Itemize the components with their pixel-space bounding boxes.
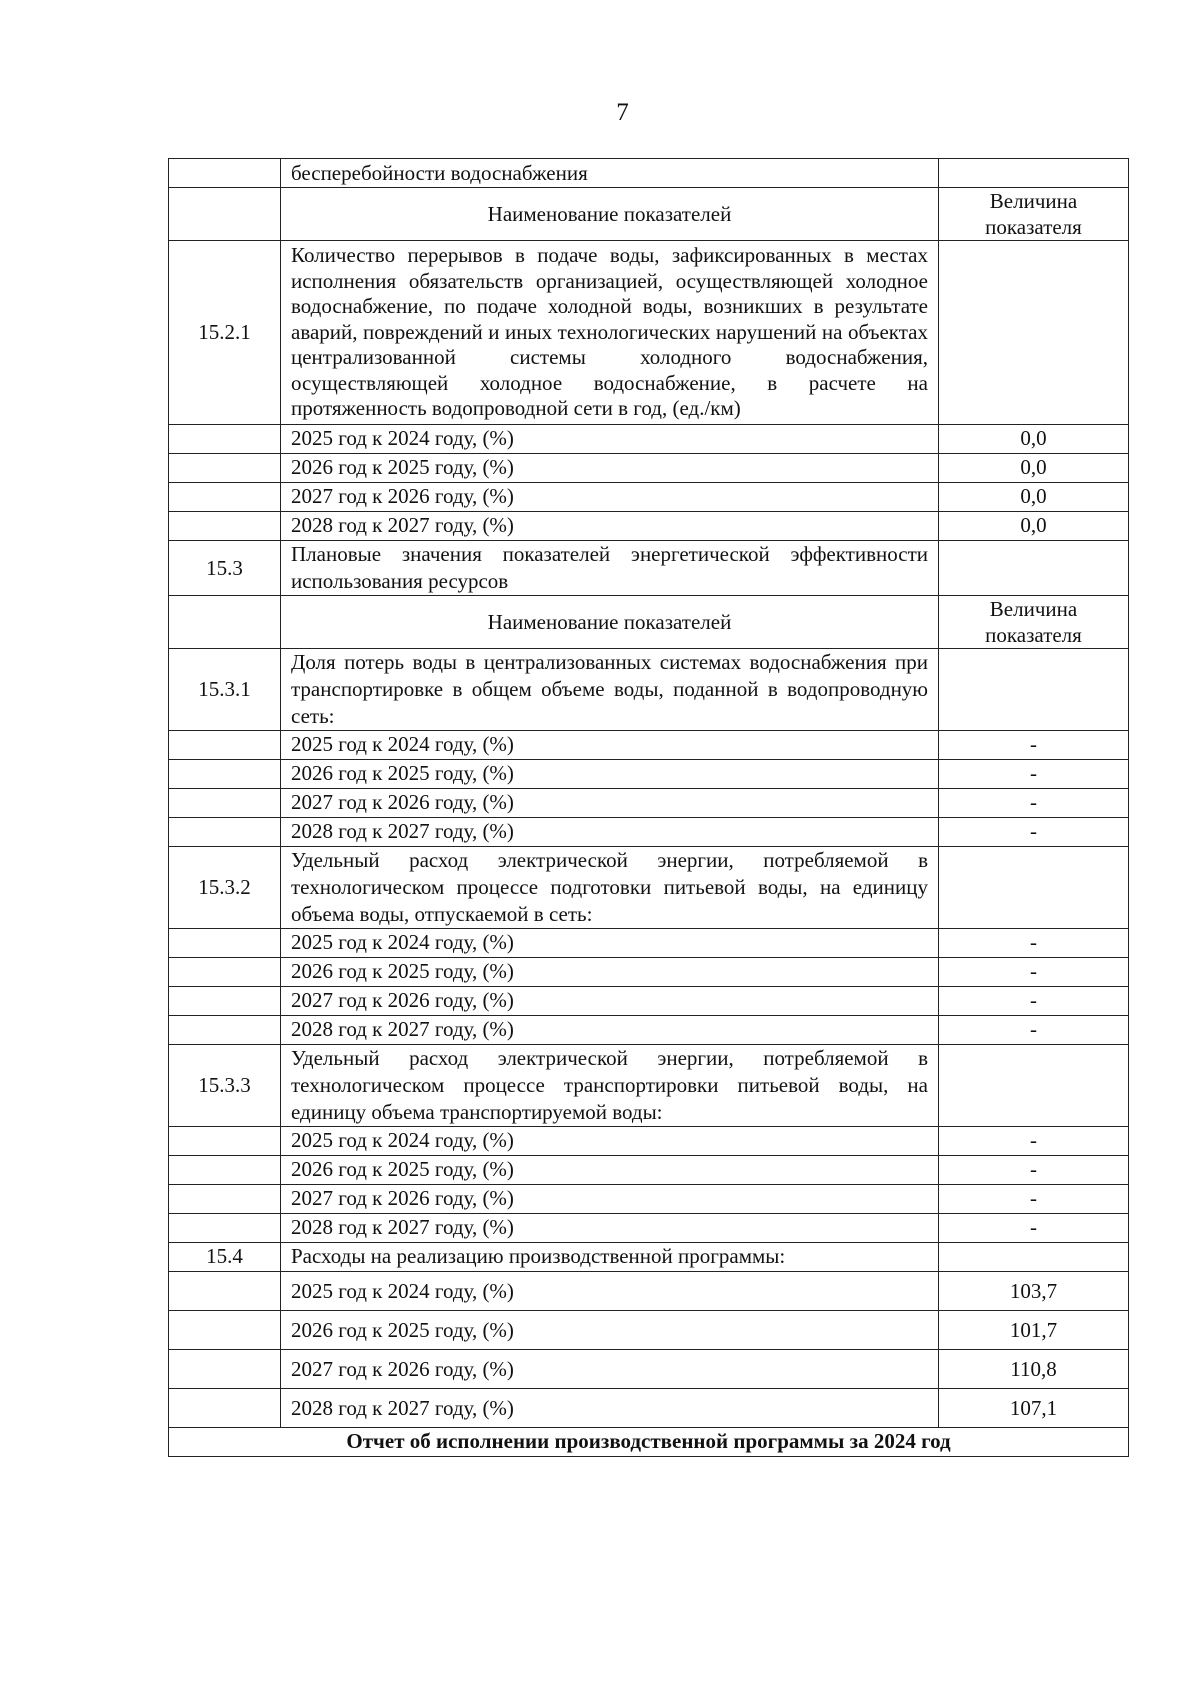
table-row: [169, 159, 1129, 188]
indicator-description: Расходы на реализацию производственной программы:: [281, 1242, 939, 1271]
header-value: Величина показателя: [939, 188, 1129, 241]
indicator-value: 0,0: [939, 453, 1129, 482]
continuation-text: бесперебойности водоснабжения: [281, 159, 939, 188]
indicator-value: -: [939, 1184, 1129, 1213]
year-label: 2026 год к 2025 году, (%): [281, 1155, 939, 1184]
indicator-value: 101,7: [939, 1310, 1129, 1349]
indicator-value: 0,0: [939, 482, 1129, 511]
year-label: 2028 год к 2027 году, (%): [281, 511, 939, 540]
indicator-value: -: [939, 1126, 1129, 1155]
value-cell: [939, 1044, 1129, 1126]
table-row: [169, 453, 1129, 482]
value-cell: [939, 648, 1129, 730]
table-row: [169, 759, 1129, 788]
value-cell: [939, 540, 1129, 595]
indicator-value: -: [939, 986, 1129, 1015]
header-name: Наименование показателей: [281, 595, 939, 648]
row-number-cell: [169, 188, 281, 241]
row-number: 15.2.1: [169, 241, 281, 425]
indicator-value: 0,0: [939, 511, 1129, 540]
indicator-value: -: [939, 1213, 1129, 1242]
table-footer-row: [169, 1427, 1129, 1456]
indicator-description: Удельный расход электрической энергии, потребляемой в технологическом процессе транспортировки питьевой воды, на единицу объема транспортируемой воды:: [281, 1044, 939, 1126]
year-label: 2027 год к 2026 году, (%): [281, 1184, 939, 1213]
year-label: 2028 год к 2027 году, (%): [281, 1015, 939, 1044]
table-row: [169, 788, 1129, 817]
table-row: [169, 1184, 1129, 1213]
table-row: [169, 1044, 1129, 1126]
table-row: [169, 241, 1129, 425]
table-row: [169, 1388, 1129, 1427]
table-row: [169, 1213, 1129, 1242]
table-row: [169, 1126, 1129, 1155]
indicator-value: -: [939, 957, 1129, 986]
indicator-value: -: [939, 928, 1129, 957]
table-row: [169, 986, 1129, 1015]
year-label: 2025 год к 2024 году, (%): [281, 1271, 939, 1310]
table-row: [169, 1015, 1129, 1044]
table-row: [169, 957, 1129, 986]
table-row: [169, 846, 1129, 928]
report-section-title: Отчет об исполнении производственной программы за 2024 год: [169, 1427, 1129, 1456]
row-number: 15.3: [169, 540, 281, 595]
year-label: 2027 год к 2026 году, (%): [281, 482, 939, 511]
table-row: [169, 928, 1129, 957]
row-number: 15.3.2: [169, 846, 281, 928]
indicator-value: -: [939, 730, 1129, 759]
year-label: 2028 год к 2027 году, (%): [281, 1388, 939, 1427]
indicator-value: 0,0: [939, 424, 1129, 453]
row-number-cell: [169, 159, 281, 188]
indicator-value: -: [939, 817, 1129, 846]
year-label: 2027 год к 2026 году, (%): [281, 986, 939, 1015]
value-cell: [939, 159, 1129, 188]
indicator-description: Плановые значения показателей энергетической эффективности использования ресурсов: [281, 540, 939, 595]
year-label: 2025 год к 2024 году, (%): [281, 1126, 939, 1155]
year-label: 2025 год к 2024 году, (%): [281, 928, 939, 957]
indicator-value: -: [939, 1015, 1129, 1044]
table-row: [169, 482, 1129, 511]
year-label: 2027 год к 2026 году, (%): [281, 1349, 939, 1388]
table-row: [169, 540, 1129, 595]
header-value: Величина показателя: [939, 595, 1129, 648]
year-label: 2025 год к 2024 году, (%): [281, 730, 939, 759]
value-cell: [939, 846, 1129, 928]
year-label: 2026 год к 2025 году, (%): [281, 957, 939, 986]
indicator-description: Доля потерь воды в централизованных системах водоснабжения при транспортировке в общем объеме воды, поданной в водопроводную сеть:: [281, 648, 939, 730]
indicator-value: -: [939, 759, 1129, 788]
year-label: 2026 год к 2025 году, (%): [281, 1310, 939, 1349]
year-label: 2028 год к 2027 году, (%): [281, 817, 939, 846]
year-label: 2027 год к 2026 году, (%): [281, 788, 939, 817]
indicator-value: 107,1: [939, 1388, 1129, 1427]
indicator-description: Количество перерывов в подаче воды, зафиксированных в местах исполнения обязательств организацией, осуществляющей холодное водоснабжение, по подаче холодной воды, возникших в результате аварий, повреждений и иных технологических нарушений на объектах централизованной системы холодного водоснабжения, осуществляющей холодное водоснабжение, в расчете на протяженность водопроводной сети в год, (ед./км): [281, 241, 939, 425]
table-row: [169, 1271, 1129, 1310]
table-row: [169, 1242, 1129, 1271]
table-row: [169, 1155, 1129, 1184]
year-label: 2026 год к 2025 году, (%): [281, 759, 939, 788]
indicator-value: -: [939, 1155, 1129, 1184]
row-number: 15.3.1: [169, 648, 281, 730]
value-cell: [939, 1242, 1129, 1271]
table-row: [169, 1349, 1129, 1388]
indicator-description: Удельный расход электрической энергии, потребляемой в технологическом процессе подготовки питьевой воды, на единицу объема воды, отпускаемой в сеть:: [281, 846, 939, 928]
row-number-cell: [169, 595, 281, 648]
table-row: [169, 730, 1129, 759]
page-number: 7: [616, 99, 629, 126]
value-cell: [939, 241, 1129, 425]
indicator-value: 103,7: [939, 1271, 1129, 1310]
table-row: [169, 1310, 1129, 1349]
table-row: [169, 511, 1129, 540]
table-row: [169, 648, 1129, 730]
row-number: 15.3.3: [169, 1044, 281, 1126]
indicator-value: 110,8: [939, 1349, 1129, 1388]
header-name: Наименование показателей: [281, 188, 939, 241]
year-label: 2028 год к 2027 году, (%): [281, 1213, 939, 1242]
row-number: 15.4: [169, 1242, 281, 1271]
table-header-row: [169, 595, 1129, 648]
table-header-row: [169, 188, 1129, 241]
year-label: 2025 год к 2024 году, (%): [281, 424, 939, 453]
year-label: 2026 год к 2025 году, (%): [281, 453, 939, 482]
indicators-table: [168, 158, 1129, 1457]
table-row: [169, 424, 1129, 453]
table-row: [169, 817, 1129, 846]
indicator-value: -: [939, 788, 1129, 817]
